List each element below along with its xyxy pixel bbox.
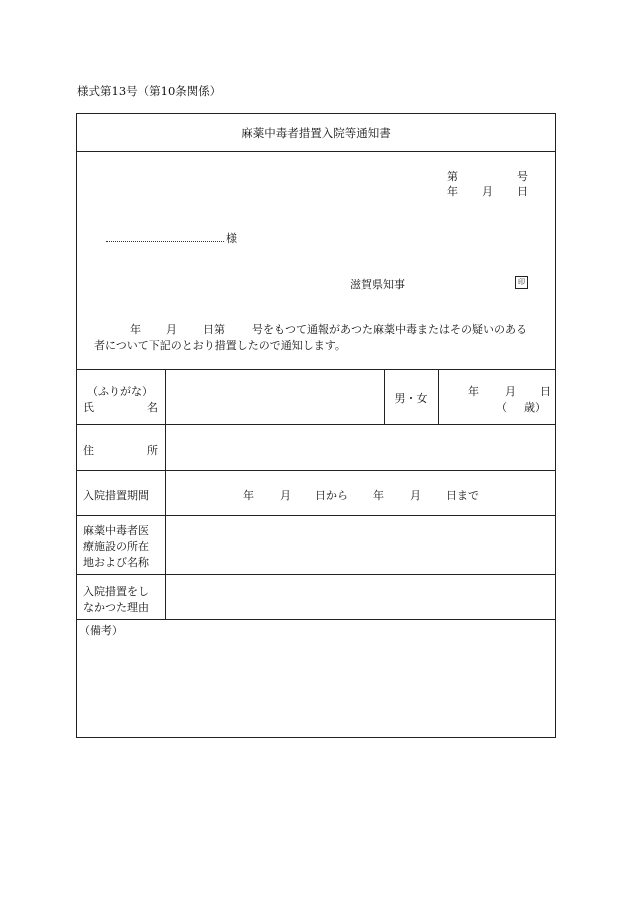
table-top-line [76, 369, 556, 370]
name-label [83, 399, 158, 415]
row-line-reason [76, 619, 556, 620]
name-label-a: 氏 [83, 401, 94, 414]
date-month: 月 [482, 185, 493, 198]
reason-label-2: なかつた理由 [83, 601, 149, 614]
period-month-2: 月 [410, 489, 421, 502]
period-day-1: 日から [315, 489, 348, 502]
gender-options: 男・女 [394, 392, 428, 405]
date-year: 年 [447, 185, 458, 198]
remarks-label: （備考） [79, 624, 123, 637]
row-line-period [76, 515, 556, 516]
body-line2: 者について下記のとおり措置したので通知します。 [94, 339, 346, 352]
form-number: 様式第13号（第10条関係） [77, 84, 222, 98]
form-frame [76, 113, 556, 738]
body-month: 月 [166, 323, 177, 336]
doc-number-dai: 第 [447, 170, 458, 183]
body-line1-rest: 号をもつて通報があつた麻薬中毒またはその疑いのある [252, 323, 527, 336]
name-label-b: 名 [147, 401, 158, 414]
address-label-a: 住 [83, 444, 94, 457]
period-day-2: 日まで [446, 489, 479, 502]
date-day: 日 [517, 185, 528, 198]
body-year: 年 [130, 323, 141, 336]
row-line-address [76, 470, 556, 471]
reason-label-1: 入院措置をし [83, 585, 149, 598]
age-open: （ [496, 401, 507, 414]
period-year-1: 年 [243, 489, 254, 502]
seal-mark [515, 276, 528, 289]
label-column-line [165, 369, 166, 619]
dob-year: 年 [468, 385, 479, 398]
facility-label-2: 療施設の所在 [83, 540, 149, 553]
address-label-b: 所 [147, 444, 158, 457]
period-month-1: 月 [280, 489, 291, 502]
furigana-label: （ふりがな） [87, 385, 153, 398]
dob-day: 日 [540, 385, 551, 398]
dob-month: 月 [505, 385, 516, 398]
row-line-name [76, 424, 556, 425]
title-divider [76, 151, 556, 152]
row-line-facility [76, 574, 556, 575]
age-sai: 歳） [524, 401, 546, 414]
gender-right-line [438, 369, 439, 424]
doc-number-go: 号 [517, 170, 528, 183]
seal-text: 印 [518, 278, 525, 286]
address-label [83, 442, 158, 458]
facility-label-3: 地および名称 [83, 556, 149, 569]
recipient-line [106, 241, 224, 242]
recipient-suffix: 様 [226, 232, 237, 245]
issuer: 滋賀県知事 [350, 278, 405, 291]
period-label: 入院措置期間 [83, 489, 149, 502]
period-year-2: 年 [373, 489, 384, 502]
facility-label-1: 麻薬中毒者医 [83, 524, 149, 537]
form-title: 麻薬中毒者措置入院等通知書 [241, 126, 391, 140]
body-day-dai: 日第 [203, 323, 225, 336]
